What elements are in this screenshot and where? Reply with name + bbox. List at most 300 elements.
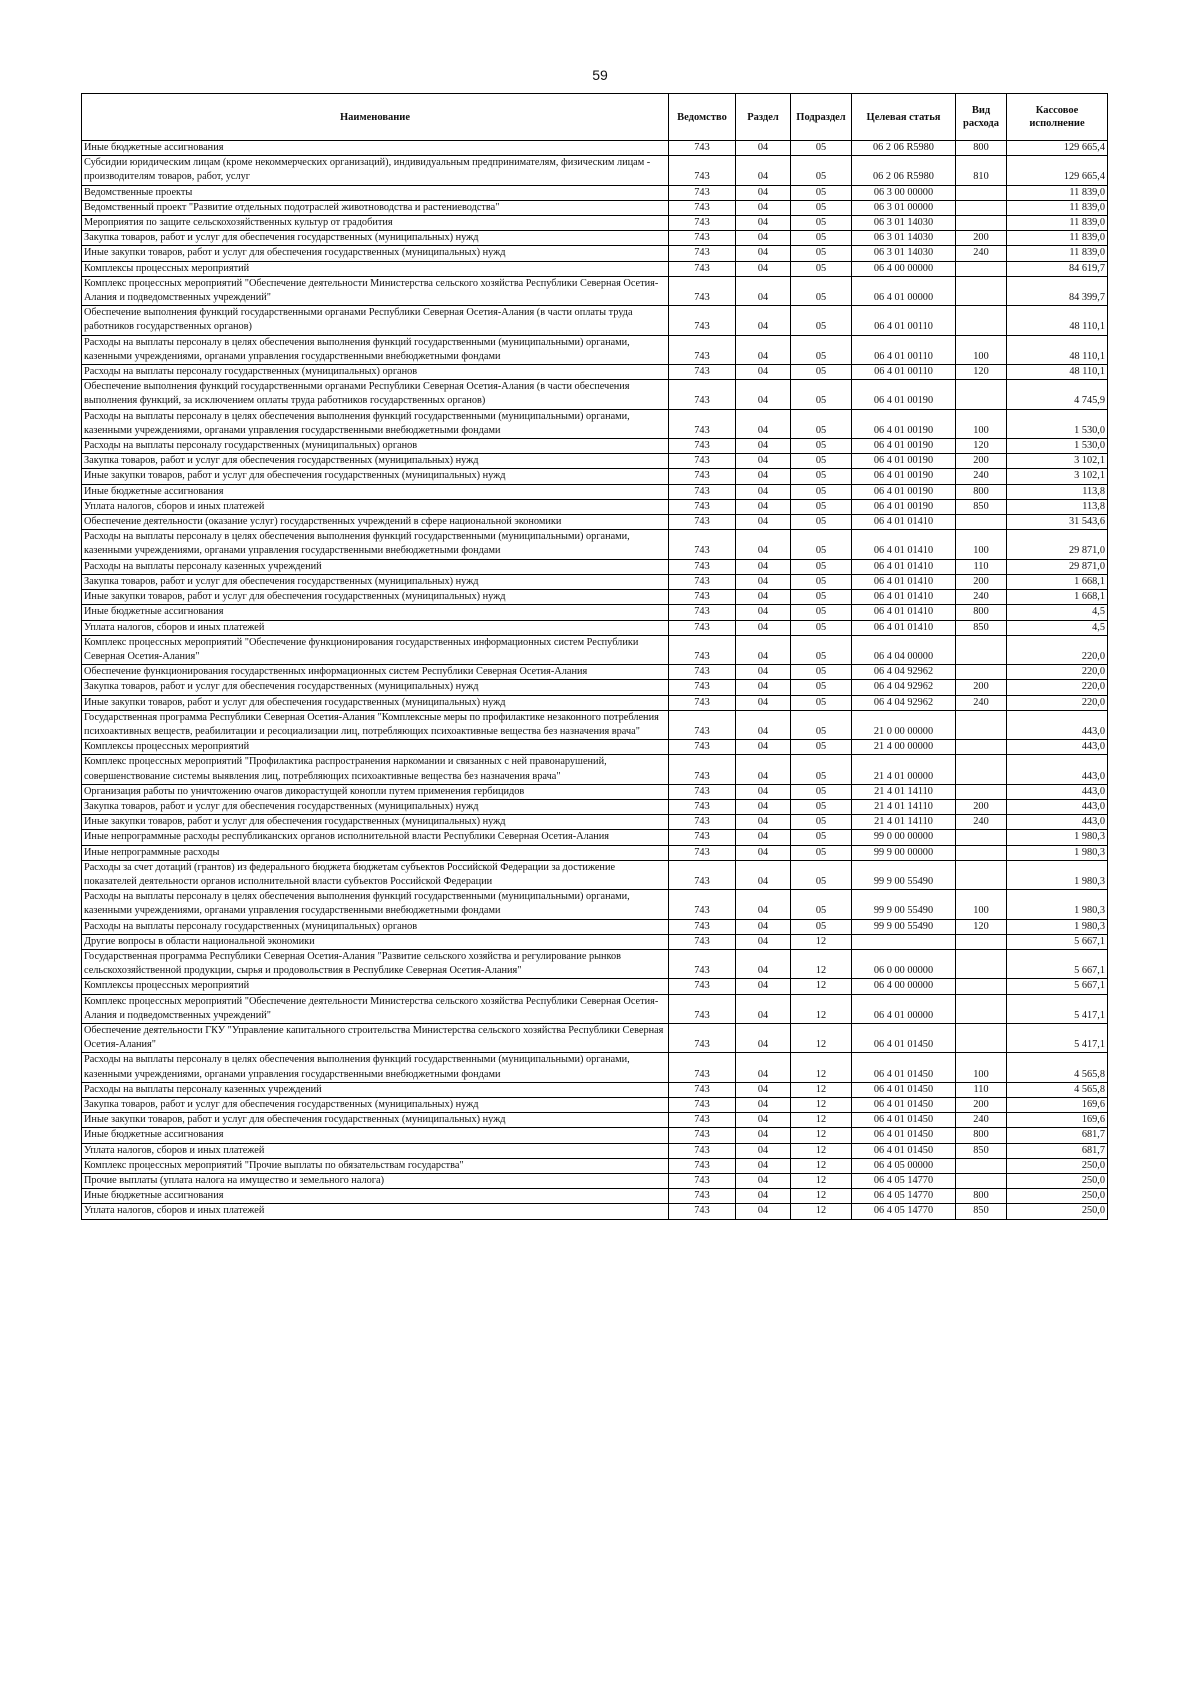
cell-target-article: 06 3 00 00000 <box>852 185 956 200</box>
header-department: Ведомство <box>669 94 736 141</box>
cell-section: 04 <box>736 1174 791 1189</box>
cell-department: 743 <box>669 979 736 994</box>
cell-subsection: 05 <box>791 306 852 335</box>
cell-expense-type <box>956 665 1007 680</box>
cell-target-article <box>852 934 956 949</box>
cell-target-article: 99 9 00 55490 <box>852 890 956 919</box>
cell-department: 743 <box>669 1204 736 1219</box>
cell-section: 04 <box>736 1158 791 1173</box>
cell-target-article: 06 4 01 00190 <box>852 454 956 469</box>
cell-name: Иные непрограммные расходы республиканских органов исполнительной власти Республики Северная Осетия-Алания <box>82 830 669 845</box>
table-row <box>82 1204 1108 1219</box>
cell-section: 04 <box>736 499 791 514</box>
cell-expense-type: 850 <box>956 1204 1007 1219</box>
cell-name: Иные бюджетные ассигнования <box>82 605 669 620</box>
cell-name: Комплекс процессных мероприятий "Обеспечение деятельности Министерства сельского хозяйства Республики Северная Осетия-Алания и подведомственных учреждений" <box>82 276 669 305</box>
table-row <box>82 1082 1108 1097</box>
cell-target-article: 06 4 01 01410 <box>852 559 956 574</box>
cell-name: Иные закупки товаров, работ и услуг для обеспечения государственных (муниципальных) нужд <box>82 590 669 605</box>
cell-department: 743 <box>669 484 736 499</box>
cell-cash-execution: 443,0 <box>1007 755 1108 784</box>
cell-department: 743 <box>669 680 736 695</box>
cell-expense-type <box>956 1174 1007 1189</box>
cell-subsection: 12 <box>791 1053 852 1082</box>
cell-section: 04 <box>736 469 791 484</box>
table-row <box>82 559 1108 574</box>
cell-name: Иные закупки товаров, работ и услуг для обеспечения государственных (муниципальных) нужд <box>82 246 669 261</box>
cell-cash-execution: 48 110,1 <box>1007 306 1108 335</box>
cell-subsection: 05 <box>791 454 852 469</box>
cell-subsection: 05 <box>791 216 852 231</box>
cell-cash-execution: 84 619,7 <box>1007 261 1108 276</box>
cell-section: 04 <box>736 484 791 499</box>
cell-name: Закупка товаров, работ и услуг для обеспечения государственных (муниципальных) нужд <box>82 680 669 695</box>
cell-department: 743 <box>669 620 736 635</box>
cell-expense-type: 240 <box>956 469 1007 484</box>
cell-section: 04 <box>736 815 791 830</box>
cell-subsection: 12 <box>791 994 852 1023</box>
cell-subsection: 05 <box>791 919 852 934</box>
cell-department: 743 <box>669 1189 736 1204</box>
cell-expense-type <box>956 934 1007 949</box>
cell-name: Другие вопросы в области национальной экономики <box>82 934 669 949</box>
table-row <box>82 246 1108 261</box>
cell-name: Расходы на выплаты персоналу в целях обеспечения выполнения функций государственными (муниципальными) органами, казенными учреждениями, органами управления государственными внебюджетными фондами <box>82 335 669 364</box>
cell-name: Иные бюджетные ассигнования <box>82 1128 669 1143</box>
cell-department: 743 <box>669 635 736 664</box>
cell-cash-execution: 113,8 <box>1007 484 1108 499</box>
cell-cash-execution: 1 668,1 <box>1007 590 1108 605</box>
cell-section: 04 <box>736 1128 791 1143</box>
cell-department: 743 <box>669 695 736 710</box>
cell-cash-execution: 5 417,1 <box>1007 1023 1108 1052</box>
cell-subsection: 12 <box>791 1174 852 1189</box>
cell-subsection: 05 <box>791 620 852 635</box>
header-name: Наименование <box>82 94 669 141</box>
cell-name: Иные бюджетные ассигнования <box>82 1189 669 1204</box>
cell-section: 04 <box>736 1053 791 1082</box>
cell-section: 04 <box>736 185 791 200</box>
table-row <box>82 276 1108 305</box>
cell-target-article: 99 9 00 55490 <box>852 919 956 934</box>
cell-expense-type <box>956 1023 1007 1052</box>
cell-expense-type: 110 <box>956 1082 1007 1097</box>
cell-subsection: 05 <box>791 231 852 246</box>
cell-target-article: 06 4 04 92962 <box>852 680 956 695</box>
cell-expense-type: 240 <box>956 1113 1007 1128</box>
cell-name: Уплата налогов, сборов и иных платежей <box>82 499 669 514</box>
cell-subsection: 05 <box>791 680 852 695</box>
cell-subsection: 05 <box>791 530 852 559</box>
cell-cash-execution: 11 839,0 <box>1007 246 1108 261</box>
cell-subsection: 05 <box>791 740 852 755</box>
cell-section: 04 <box>736 860 791 889</box>
cell-department: 743 <box>669 156 736 185</box>
cell-subsection: 12 <box>791 1113 852 1128</box>
cell-section: 04 <box>736 949 791 978</box>
cell-department: 743 <box>669 860 736 889</box>
table-row <box>82 1053 1108 1082</box>
table-header-row <box>82 94 1108 141</box>
header-target-article: Целевая статья <box>852 94 956 141</box>
cell-name: Расходы на выплаты персоналу казенных учреждений <box>82 559 669 574</box>
cell-cash-execution: 1 980,3 <box>1007 890 1108 919</box>
cell-target-article: 06 4 01 00190 <box>852 439 956 454</box>
cell-target-article: 06 4 01 00190 <box>852 484 956 499</box>
cell-name: Расходы на выплаты персоналу государственных (муниципальных) органов <box>82 439 669 454</box>
cell-section: 04 <box>736 755 791 784</box>
header-section: Раздел <box>736 94 791 141</box>
table-row <box>82 469 1108 484</box>
cell-section: 04 <box>736 246 791 261</box>
cell-subsection: 05 <box>791 156 852 185</box>
cell-subsection: 12 <box>791 1128 852 1143</box>
cell-target-article: 06 3 01 14030 <box>852 246 956 261</box>
cell-department: 743 <box>669 590 736 605</box>
cell-cash-execution: 4 565,8 <box>1007 1053 1108 1082</box>
cell-target-article: 06 4 01 01450 <box>852 1082 956 1097</box>
table-row <box>82 185 1108 200</box>
cell-subsection: 12 <box>791 979 852 994</box>
cell-name: Субсидии юридическим лицам (кроме некоммерческих организаций), индивидуальным предпринимателям, физическим лицам - производителям товаров, работ, услуг <box>82 156 669 185</box>
cell-subsection: 05 <box>791 605 852 620</box>
cell-expense-type <box>956 200 1007 215</box>
cell-name: Уплата налогов, сборов и иных платежей <box>82 1204 669 1219</box>
cell-expense-type: 800 <box>956 1189 1007 1204</box>
cell-expense-type: 240 <box>956 815 1007 830</box>
cell-name: Комплексы процессных мероприятий <box>82 740 669 755</box>
cell-subsection: 05 <box>791 276 852 305</box>
cell-section: 04 <box>736 1082 791 1097</box>
cell-section: 04 <box>736 1023 791 1052</box>
cell-expense-type: 200 <box>956 231 1007 246</box>
cell-section: 04 <box>736 559 791 574</box>
cell-department: 743 <box>669 306 736 335</box>
header-cash-execution: Кассовое исполнение <box>1007 94 1108 141</box>
table-row <box>82 994 1108 1023</box>
cell-target-article: 06 4 04 00000 <box>852 635 956 664</box>
cell-subsection: 12 <box>791 1204 852 1219</box>
cell-department: 743 <box>669 141 736 156</box>
cell-department: 743 <box>669 949 736 978</box>
cell-name: Иные бюджетные ассигнования <box>82 141 669 156</box>
cell-expense-type <box>956 994 1007 1023</box>
cell-name: Обеспечение деятельности (оказание услуг) государственных учреждений в сфере национальной экономики <box>82 515 669 530</box>
table-row <box>82 755 1108 784</box>
cell-subsection: 12 <box>791 1158 852 1173</box>
cell-section: 04 <box>736 799 791 814</box>
cell-subsection: 12 <box>791 949 852 978</box>
cell-subsection: 12 <box>791 934 852 949</box>
cell-subsection: 05 <box>791 815 852 830</box>
table-row <box>82 740 1108 755</box>
cell-section: 04 <box>736 409 791 438</box>
cell-target-article: 06 3 01 14030 <box>852 231 956 246</box>
cell-name: Закупка товаров, работ и услуг для обеспечения государственных (муниципальных) нужд <box>82 799 669 814</box>
cell-target-article: 06 4 05 14770 <box>852 1204 956 1219</box>
cell-section: 04 <box>736 710 791 739</box>
cell-name: Закупка товаров, работ и услуг для обеспечения государственных (муниципальных) нужд <box>82 454 669 469</box>
cell-target-article: 06 4 01 00000 <box>852 276 956 305</box>
table-row <box>82 695 1108 710</box>
cell-section: 04 <box>736 784 791 799</box>
cell-name: Комплексы процессных мероприятий <box>82 261 669 276</box>
cell-department: 743 <box>669 1128 736 1143</box>
cell-cash-execution: 443,0 <box>1007 815 1108 830</box>
cell-subsection: 05 <box>791 695 852 710</box>
cell-expense-type: 200 <box>956 680 1007 695</box>
cell-department: 743 <box>669 276 736 305</box>
cell-cash-execution: 29 871,0 <box>1007 559 1108 574</box>
cell-expense-type <box>956 380 1007 409</box>
cell-target-article: 06 0 00 00000 <box>852 949 956 978</box>
table-row <box>82 934 1108 949</box>
cell-section: 04 <box>736 200 791 215</box>
cell-subsection: 05 <box>791 380 852 409</box>
cell-expense-type <box>956 949 1007 978</box>
cell-target-article: 06 4 01 00190 <box>852 380 956 409</box>
cell-department: 743 <box>669 1113 736 1128</box>
cell-cash-execution: 113,8 <box>1007 499 1108 514</box>
cell-name: Комплекс процессных мероприятий "Обеспечение функционирования государственных информационных систем Республики Северная Осетия-Алания" <box>82 635 669 664</box>
cell-expense-type <box>956 261 1007 276</box>
cell-section: 04 <box>736 365 791 380</box>
cell-name: Организация работы по уничтожению очагов дикорастущей конопли путем применения гербицидов <box>82 784 669 799</box>
cell-expense-type <box>956 1158 1007 1173</box>
cell-section: 04 <box>736 156 791 185</box>
cell-target-article: 06 4 00 00000 <box>852 979 956 994</box>
cell-section: 04 <box>736 605 791 620</box>
cell-target-article: 21 4 01 14110 <box>852 815 956 830</box>
cell-department: 743 <box>669 499 736 514</box>
cell-section: 04 <box>736 530 791 559</box>
cell-expense-type <box>956 740 1007 755</box>
table-row <box>82 799 1108 814</box>
table-row <box>82 141 1108 156</box>
cell-cash-execution: 5 667,1 <box>1007 949 1108 978</box>
cell-section: 04 <box>736 665 791 680</box>
cell-department: 743 <box>669 845 736 860</box>
cell-cash-execution: 220,0 <box>1007 665 1108 680</box>
cell-subsection: 05 <box>791 890 852 919</box>
cell-cash-execution: 443,0 <box>1007 740 1108 755</box>
cell-cash-execution: 1 668,1 <box>1007 574 1108 589</box>
cell-target-article: 06 4 01 01410 <box>852 530 956 559</box>
cell-cash-execution: 220,0 <box>1007 635 1108 664</box>
cell-name: Закупка товаров, работ и услуг для обеспечения государственных (муниципальных) нужд <box>82 231 669 246</box>
cell-expense-type <box>956 755 1007 784</box>
cell-cash-execution: 48 110,1 <box>1007 335 1108 364</box>
table-row <box>82 845 1108 860</box>
cell-subsection: 05 <box>791 439 852 454</box>
table-row <box>82 605 1108 620</box>
cell-name: Расходы на выплаты персоналу казенных учреждений <box>82 1082 669 1097</box>
table-row <box>82 710 1108 739</box>
cell-target-article: 06 4 01 01450 <box>852 1128 956 1143</box>
cell-expense-type: 240 <box>956 695 1007 710</box>
cell-subsection: 05 <box>791 784 852 799</box>
cell-department: 743 <box>669 380 736 409</box>
header-subsection: Подраздел <box>791 94 852 141</box>
cell-target-article: 06 2 06 R5980 <box>852 141 956 156</box>
table-row <box>82 815 1108 830</box>
cell-name: Прочие выплаты (уплата налога на имущество и земельного налога) <box>82 1174 669 1189</box>
cell-expense-type: 100 <box>956 335 1007 364</box>
cell-target-article: 06 4 00 00000 <box>852 261 956 276</box>
budget-execution-table <box>81 93 1108 1220</box>
cell-target-article: 06 4 01 01450 <box>852 1098 956 1113</box>
table-row <box>82 620 1108 635</box>
cell-target-article: 06 4 05 14770 <box>852 1174 956 1189</box>
cell-subsection: 05 <box>791 635 852 664</box>
cell-cash-execution: 1 980,3 <box>1007 919 1108 934</box>
cell-subsection: 05 <box>791 141 852 156</box>
cell-cash-execution: 681,7 <box>1007 1128 1108 1143</box>
table-row <box>82 1098 1108 1113</box>
cell-cash-execution: 3 102,1 <box>1007 469 1108 484</box>
cell-department: 743 <box>669 454 736 469</box>
cell-department: 743 <box>669 515 736 530</box>
cell-target-article: 21 4 01 14110 <box>852 799 956 814</box>
cell-cash-execution: 1 530,0 <box>1007 409 1108 438</box>
cell-department: 743 <box>669 784 736 799</box>
cell-section: 04 <box>736 590 791 605</box>
cell-subsection: 05 <box>791 710 852 739</box>
table-row <box>82 1023 1108 1052</box>
cell-name: Уплата налогов, сборов и иных платежей <box>82 620 669 635</box>
cell-cash-execution: 169,6 <box>1007 1098 1108 1113</box>
cell-subsection: 05 <box>791 665 852 680</box>
cell-expense-type: 100 <box>956 890 1007 919</box>
cell-department: 743 <box>669 439 736 454</box>
cell-target-article: 06 4 05 14770 <box>852 1189 956 1204</box>
cell-expense-type <box>956 710 1007 739</box>
cell-subsection: 05 <box>791 845 852 860</box>
cell-target-article: 06 4 01 00110 <box>852 365 956 380</box>
cell-section: 04 <box>736 261 791 276</box>
cell-cash-execution: 1 980,3 <box>1007 845 1108 860</box>
cell-name: Расходы на выплаты персоналу в целях обеспечения выполнения функций государственными (муниципальными) органами, казенными учреждениями, органами управления государственными внебюджетными фондами <box>82 1053 669 1082</box>
table-row <box>82 830 1108 845</box>
cell-section: 04 <box>736 680 791 695</box>
cell-expense-type: 850 <box>956 620 1007 635</box>
cell-cash-execution: 250,0 <box>1007 1158 1108 1173</box>
cell-expense-type: 240 <box>956 246 1007 261</box>
cell-cash-execution: 129 665,4 <box>1007 141 1108 156</box>
cell-name: Иные закупки товаров, работ и услуг для обеспечения государственных (муниципальных) нужд <box>82 469 669 484</box>
cell-department: 743 <box>669 994 736 1023</box>
cell-target-article: 06 4 01 00110 <box>852 335 956 364</box>
cell-subsection: 12 <box>791 1098 852 1113</box>
cell-department: 743 <box>669 1158 736 1173</box>
cell-cash-execution: 4,5 <box>1007 620 1108 635</box>
cell-department: 743 <box>669 365 736 380</box>
table-row <box>82 574 1108 589</box>
cell-target-article: 06 4 01 01410 <box>852 620 956 635</box>
cell-expense-type <box>956 515 1007 530</box>
cell-cash-execution: 11 839,0 <box>1007 200 1108 215</box>
table-row <box>82 1128 1108 1143</box>
cell-expense-type <box>956 185 1007 200</box>
cell-name: Расходы на выплаты персоналу государственных (муниципальных) органов <box>82 365 669 380</box>
cell-section: 04 <box>736 306 791 335</box>
table-row <box>82 1158 1108 1173</box>
cell-name: Уплата налогов, сборов и иных платежей <box>82 1143 669 1158</box>
cell-cash-execution: 4,5 <box>1007 605 1108 620</box>
cell-cash-execution: 29 871,0 <box>1007 530 1108 559</box>
cell-expense-type <box>956 784 1007 799</box>
cell-name: Расходы на выплаты персоналу в целях обеспечения выполнения функций государственными (муниципальными) органами, казенными учреждениями, органами управления государственными внебюджетными фондами <box>82 409 669 438</box>
table-row <box>82 1143 1108 1158</box>
cell-target-article: 06 4 01 00190 <box>852 499 956 514</box>
cell-cash-execution: 443,0 <box>1007 784 1108 799</box>
cell-subsection: 05 <box>791 590 852 605</box>
cell-target-article: 06 4 01 00190 <box>852 409 956 438</box>
cell-name: Расходы на выплаты персоналу государственных (муниципальных) органов <box>82 919 669 934</box>
cell-expense-type: 800 <box>956 1128 1007 1143</box>
cell-department: 743 <box>669 890 736 919</box>
cell-name: Комплекс процессных мероприятий "Обеспечение деятельности Министерства сельского хозяйства Республики Северная Осетия-Алания и подведомственных учреждений" <box>82 994 669 1023</box>
cell-section: 04 <box>736 335 791 364</box>
cell-department: 743 <box>669 246 736 261</box>
cell-section: 04 <box>736 845 791 860</box>
cell-name: Государственная программа Республики Северная Осетия-Алания "Комплексные меры по профилактике незаконного потребления психоактивных веществ, реабилитации и ресоциализации лиц, потребляющих психоактивные вещества без назначения врача" <box>82 710 669 739</box>
cell-expense-type: 100 <box>956 409 1007 438</box>
cell-expense-type: 800 <box>956 484 1007 499</box>
cell-name: Иные закупки товаров, работ и услуг для обеспечения государственных (муниципальных) нужд <box>82 695 669 710</box>
cell-name: Закупка товаров, работ и услуг для обеспечения государственных (муниципальных) нужд <box>82 574 669 589</box>
cell-name: Ведомственный проект "Развитие отдельных подотраслей животноводства и растениеводства" <box>82 200 669 215</box>
table-row <box>82 590 1108 605</box>
cell-expense-type: 110 <box>956 559 1007 574</box>
cell-cash-execution: 4 745,9 <box>1007 380 1108 409</box>
cell-subsection: 05 <box>791 499 852 514</box>
cell-cash-execution: 443,0 <box>1007 710 1108 739</box>
cell-section: 04 <box>736 919 791 934</box>
cell-department: 743 <box>669 216 736 231</box>
cell-cash-execution: 4 565,8 <box>1007 1082 1108 1097</box>
table-row <box>82 680 1108 695</box>
table-row <box>82 979 1108 994</box>
cell-name: Обеспечение функционирования государственных информационных систем Республики Северная Осетия-Алания <box>82 665 669 680</box>
cell-department: 743 <box>669 605 736 620</box>
cell-target-article: 99 9 00 55490 <box>852 860 956 889</box>
cell-subsection: 05 <box>791 365 852 380</box>
cell-target-article: 21 4 01 00000 <box>852 755 956 784</box>
table-row <box>82 261 1108 276</box>
cell-section: 04 <box>736 934 791 949</box>
cell-section: 04 <box>736 695 791 710</box>
cell-department: 743 <box>669 740 736 755</box>
cell-expense-type: 100 <box>956 1053 1007 1082</box>
cell-cash-execution: 250,0 <box>1007 1189 1108 1204</box>
cell-cash-execution: 3 102,1 <box>1007 454 1108 469</box>
table-row <box>82 530 1108 559</box>
cell-expense-type: 240 <box>956 590 1007 605</box>
table-row <box>82 365 1108 380</box>
cell-name: Расходы на выплаты персоналу в целях обеспечения выполнения функций государственными (муниципальными) органами, казенными учреждениями, органами управления государственными внебюджетными фондами <box>82 890 669 919</box>
cell-subsection: 12 <box>791 1189 852 1204</box>
cell-section: 04 <box>736 439 791 454</box>
cell-expense-type <box>956 635 1007 664</box>
cell-expense-type <box>956 276 1007 305</box>
cell-subsection: 05 <box>791 515 852 530</box>
cell-cash-execution: 129 665,4 <box>1007 156 1108 185</box>
cell-subsection: 05 <box>791 409 852 438</box>
cell-target-article: 06 4 05 00000 <box>852 1158 956 1173</box>
cell-name: Комплексы процессных мероприятий <box>82 979 669 994</box>
cell-cash-execution: 1 980,3 <box>1007 830 1108 845</box>
